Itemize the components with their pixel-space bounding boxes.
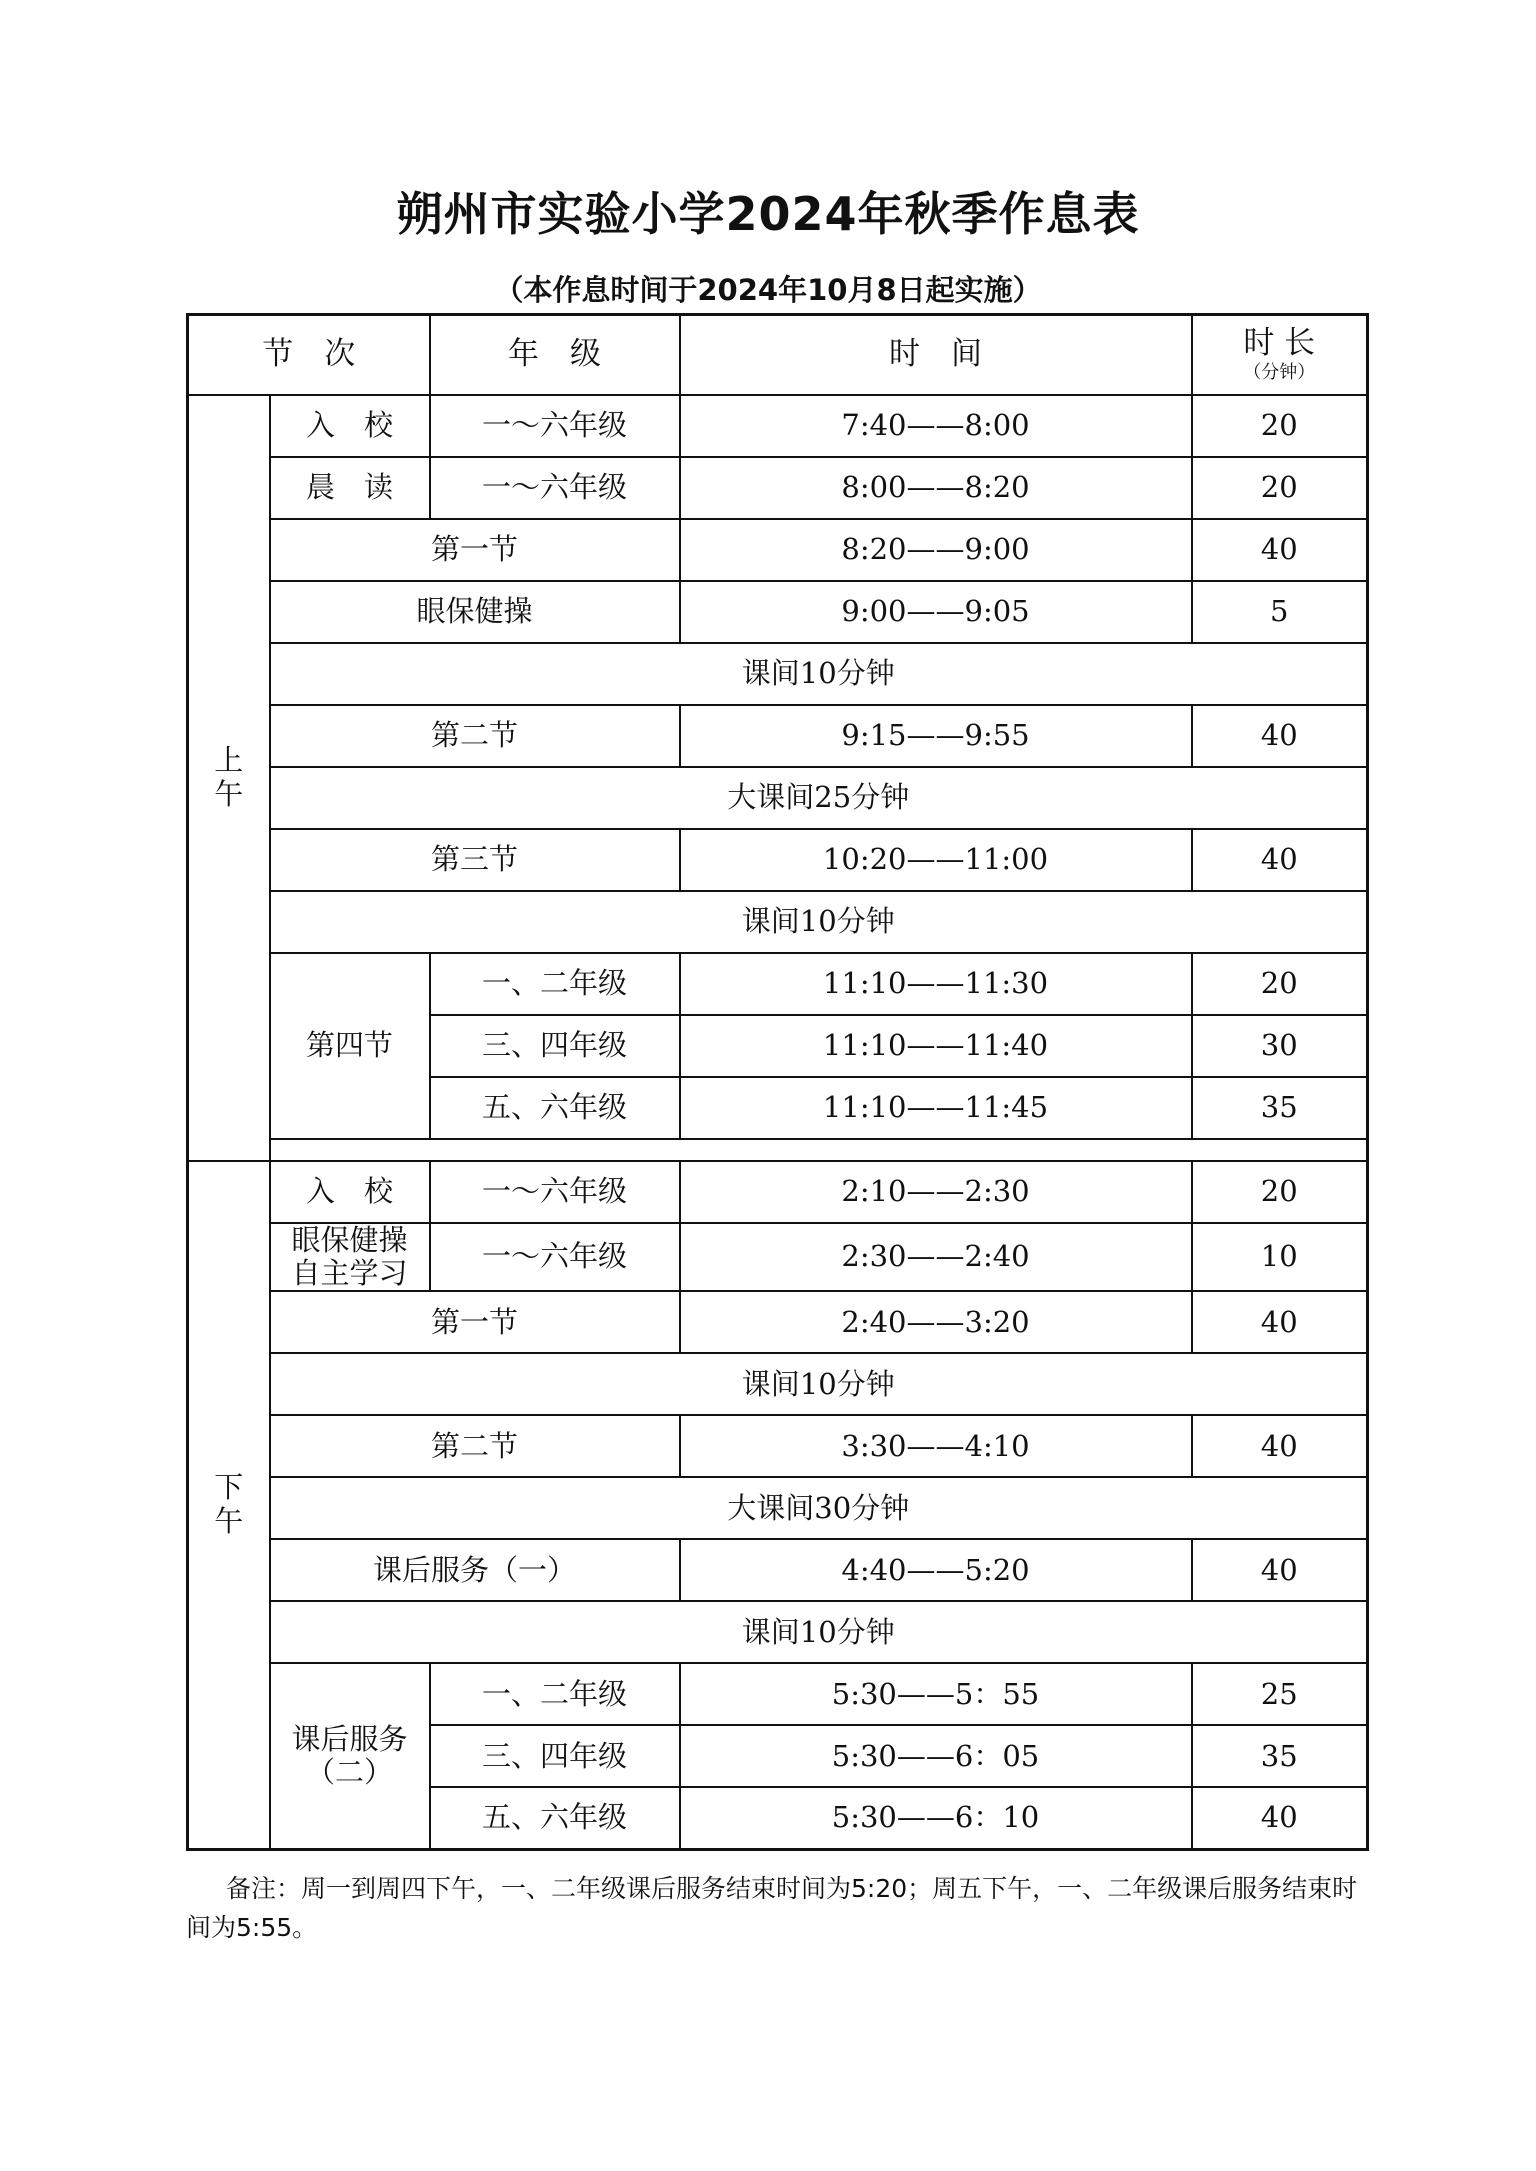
afternoon-service2-time: 5:30——6：05 <box>680 1725 1192 1787</box>
header-duration <box>1192 315 1368 395</box>
afternoon-arrive-time: 2:10——2:30 <box>680 1161 1192 1223</box>
table-row <box>188 1663 1368 1725</box>
morning-reading-duration: 20 <box>1192 457 1368 519</box>
morning-period4-duration: 20 <box>1192 953 1368 1015</box>
afternoon-break1: 课间10分钟 <box>270 1353 1368 1415</box>
morning-period4-time: 11:10——11:40 <box>680 1015 1192 1077</box>
morning-eye-exercise-duration: 5 <box>1192 581 1368 643</box>
afternoon-arrive-duration: 20 <box>1192 1161 1368 1223</box>
afternoon-service2-name-line1: 课后服务 <box>291 1721 408 1756</box>
afternoon-arrive-name: 入 校 <box>270 1161 430 1223</box>
table-row <box>188 891 1368 953</box>
table-row <box>188 953 1368 1015</box>
table-row <box>188 767 1368 829</box>
morning-period1-name: 第一节 <box>270 519 680 581</box>
afternoon-service2-grade: 五、六年级 <box>430 1787 680 1849</box>
afternoon-eye-study-time: 2:30——2:40 <box>680 1223 1192 1292</box>
morning-big-break: 大课间25分钟 <box>270 767 1368 829</box>
morning-reading-time: 8:00——8:20 <box>680 457 1192 519</box>
header-duration-label: 时 长 <box>1243 324 1316 361</box>
afternoon-period1-time: 2:40——3:20 <box>680 1291 1192 1353</box>
morning-break2: 课间10分钟 <box>270 891 1368 953</box>
morning-period2-duration: 40 <box>1192 705 1368 767</box>
header-row <box>188 315 1368 395</box>
footnote: 备注：周一到周四下午，一、二年级课后服务结束时间为5:20；周五下午，一、二年级课后服务结束时间为5:55。 <box>186 1874 1358 1942</box>
table-row <box>188 1353 1368 1415</box>
afternoon-service2-duration: 35 <box>1192 1725 1368 1787</box>
header-time: 时 间 <box>680 315 1192 395</box>
morning-arrive-time: 7:40——8:00 <box>680 395 1192 457</box>
afternoon-period2-duration: 40 <box>1192 1415 1368 1477</box>
morning-reading-name: 晨 读 <box>270 457 430 519</box>
header-duration-unit: （分钟） <box>1243 362 1316 384</box>
afternoon-service1-name: 课后服务（一） <box>270 1539 680 1601</box>
afternoon-period1-name: 第一节 <box>270 1291 680 1353</box>
morning-arrive-duration: 20 <box>1192 395 1368 457</box>
morning-period4-duration: 35 <box>1192 1077 1368 1139</box>
morning-period4-grade: 一、二年级 <box>430 953 680 1015</box>
afternoon-service2-duration: 25 <box>1192 1663 1368 1725</box>
morning-period1-duration: 40 <box>1192 519 1368 581</box>
morning-label <box>188 395 270 1161</box>
table-row <box>188 581 1368 643</box>
morning-period4-grade: 三、四年级 <box>430 1015 680 1077</box>
morning-period3-name: 第三节 <box>270 829 680 891</box>
morning-arrive-name: 入 校 <box>270 395 430 457</box>
table-row <box>188 643 1368 705</box>
table-row <box>188 395 1368 457</box>
morning-reading-grade: 一～六年级 <box>430 457 680 519</box>
afternoon-period2-name: 第二节 <box>270 1415 680 1477</box>
morning-break1: 课间10分钟 <box>270 643 1368 705</box>
afternoon-service2-time: 5:30——6：10 <box>680 1787 1192 1849</box>
table-row <box>188 1601 1368 1663</box>
table-row <box>188 457 1368 519</box>
afternoon-break2: 课间10分钟 <box>270 1601 1368 1663</box>
table-row <box>188 1477 1368 1539</box>
morning-eye-exercise-name: 眼保健操 <box>270 581 680 643</box>
table-row <box>188 1223 1368 1292</box>
table-row <box>188 1161 1368 1223</box>
morning-period4-time: 11:10——11:30 <box>680 953 1192 1015</box>
table-row <box>188 1539 1368 1601</box>
morning-label-char2: 午 <box>214 776 244 811</box>
table-row <box>188 1291 1368 1353</box>
morning-arrive-grade: 一～六年级 <box>430 395 680 457</box>
afternoon-service2-name <box>270 1663 430 1849</box>
afternoon-service2-time: 5:30——5：55 <box>680 1663 1192 1725</box>
morning-period2-name: 第二节 <box>270 705 680 767</box>
afternoon-service2-name-line2: （二） <box>305 1754 393 1789</box>
page-title: 朔州市实验小学2024年秋季作息表 <box>396 187 1140 241</box>
afternoon-label-char1: 下 <box>214 1470 244 1505</box>
schedule-table <box>186 313 1369 1851</box>
afternoon-big-break: 大课间30分钟 <box>270 1477 1368 1539</box>
page-subtitle: （本作息时间于2024年10月8日起实施） <box>494 273 1042 307</box>
afternoon-service2-duration: 40 <box>1192 1787 1368 1849</box>
section-divider-cell <box>270 1139 1368 1161</box>
afternoon-label-char2: 午 <box>214 1503 244 1538</box>
afternoon-eye-study-name-line1: 眼保健操 <box>291 1222 408 1257</box>
table-row <box>188 705 1368 767</box>
morning-period3-time: 10:20——11:00 <box>680 829 1192 891</box>
morning-period2-time: 9:15——9:55 <box>680 705 1192 767</box>
table-row <box>188 1415 1368 1477</box>
afternoon-service1-duration: 40 <box>1192 1539 1368 1601</box>
morning-label-char1: 上 <box>214 743 244 778</box>
table-row <box>188 829 1368 891</box>
afternoon-period1-duration: 40 <box>1192 1291 1368 1353</box>
afternoon-arrive-grade: 一～六年级 <box>430 1161 680 1223</box>
table-row <box>188 519 1368 581</box>
morning-period4-grade: 五、六年级 <box>430 1077 680 1139</box>
afternoon-period2-time: 3:30——4:10 <box>680 1415 1192 1477</box>
morning-period1-time: 8:20——9:00 <box>680 519 1192 581</box>
morning-period4-duration: 30 <box>1192 1015 1368 1077</box>
section-divider <box>188 1139 1368 1161</box>
morning-eye-exercise-time: 9:00——9:05 <box>680 581 1192 643</box>
morning-period3-duration: 40 <box>1192 829 1368 891</box>
afternoon-eye-study-name <box>270 1223 430 1292</box>
afternoon-eye-study-duration: 10 <box>1192 1223 1368 1292</box>
afternoon-eye-study-grade: 一～六年级 <box>430 1223 680 1292</box>
afternoon-service2-grade: 一、二年级 <box>430 1663 680 1725</box>
afternoon-service2-grade: 三、四年级 <box>430 1725 680 1787</box>
afternoon-service1-time: 4:40——5:20 <box>680 1539 1192 1601</box>
afternoon-label <box>188 1161 270 1850</box>
morning-period4-time: 11:10——11:45 <box>680 1077 1192 1139</box>
morning-period4-name: 第四节 <box>270 953 430 1139</box>
header-session: 节 次 <box>188 315 430 395</box>
header-grade: 年 级 <box>430 315 680 395</box>
afternoon-eye-study-name-line2: 自主学习 <box>291 1255 408 1290</box>
